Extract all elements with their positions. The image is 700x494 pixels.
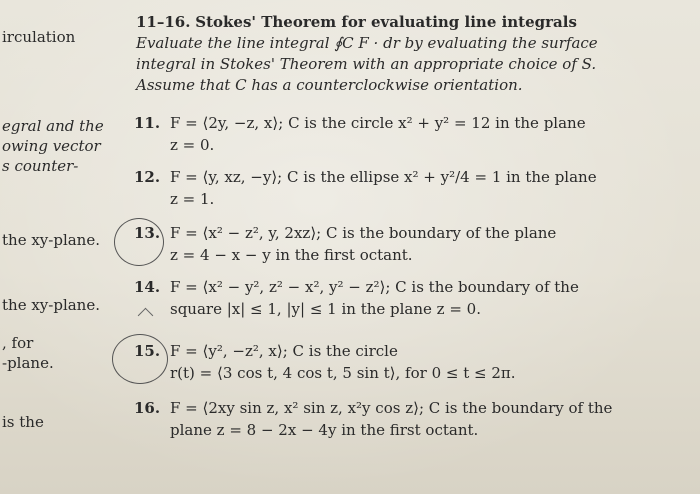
problem-continuation: z = 1. — [170, 190, 215, 208]
problem-statement: F = ⟨y, xz, −y⟩; C is the ellipse x² + y²/4 = 1 in the plane — [170, 168, 597, 186]
problem-15 — [134, 340, 654, 384]
margin-note: owing vector — [2, 137, 101, 155]
problem-statement: F = ⟨y², −z², x⟩; C is the circle — [170, 342, 398, 360]
margin-note: the xy-plane. — [2, 296, 100, 314]
problem-13 — [134, 222, 654, 266]
margin-note: irculation — [2, 28, 76, 46]
problem-continuation: z = 0. — [170, 136, 215, 154]
problem-number: 14. — [134, 278, 161, 296]
margin-note: s counter- — [2, 157, 79, 175]
problem-number: 11. — [134, 114, 161, 132]
problem-statement: F = ⟨x² − z², y, 2xz⟩; C is the boundary of the plane — [170, 224, 557, 242]
problem-continuation: r(t) = ⟨3 cos t, 4 cos t, 5 sin t⟩, for 0 ≤ t ≤ 2π. — [170, 364, 516, 382]
exercise-heading — [136, 12, 636, 96]
exercise-instructions: Evaluate the line integral ∮C F · dr by evaluating the surface integral in Stokes' Theorem with an appropriate choice of S. Assume that C has a counterclockwise orientation. — [136, 34, 598, 94]
problem-statement: F = ⟨x² − y², z² − x², y² − z²⟩; C is the boundary of the — [170, 278, 579, 296]
problem-statement: F = ⟨2xy sin z, x² sin z, x²y cos z⟩; C is the boundary of the — [170, 399, 613, 417]
exercise-title: Stokes' Theorem for evaluating line integrals — [195, 13, 577, 31]
problem-14 — [134, 276, 654, 320]
margin-note: the xy-plane. — [2, 231, 100, 249]
problem-statement: F = ⟨2y, −z, x⟩; C is the circle x² + y² = 12 in the plane — [170, 114, 586, 132]
problem-continuation: z = 4 − x − y in the first octant. — [170, 246, 413, 264]
problem-continuation: plane z = 8 − 2x − 4y in the first octant. — [170, 421, 479, 439]
problem-continuation: square |x| ≤ 1, |y| ≤ 1 in the plane z = 0. — [170, 300, 481, 318]
problem-number: 15. — [134, 342, 161, 360]
problem-16 — [134, 397, 654, 441]
problem-number: 12. — [134, 168, 161, 186]
problem-12 — [134, 166, 654, 210]
margin-note: , for — [2, 334, 34, 352]
margin-note: -plane. — [2, 354, 54, 372]
problem-11 — [134, 112, 654, 156]
problem-number: 13. — [134, 224, 161, 242]
margin-note: egral and the — [2, 117, 104, 135]
margin-note: is the — [2, 413, 44, 431]
exercise-range: 11–16. — [136, 13, 191, 31]
problem-number: 16. — [134, 399, 161, 417]
